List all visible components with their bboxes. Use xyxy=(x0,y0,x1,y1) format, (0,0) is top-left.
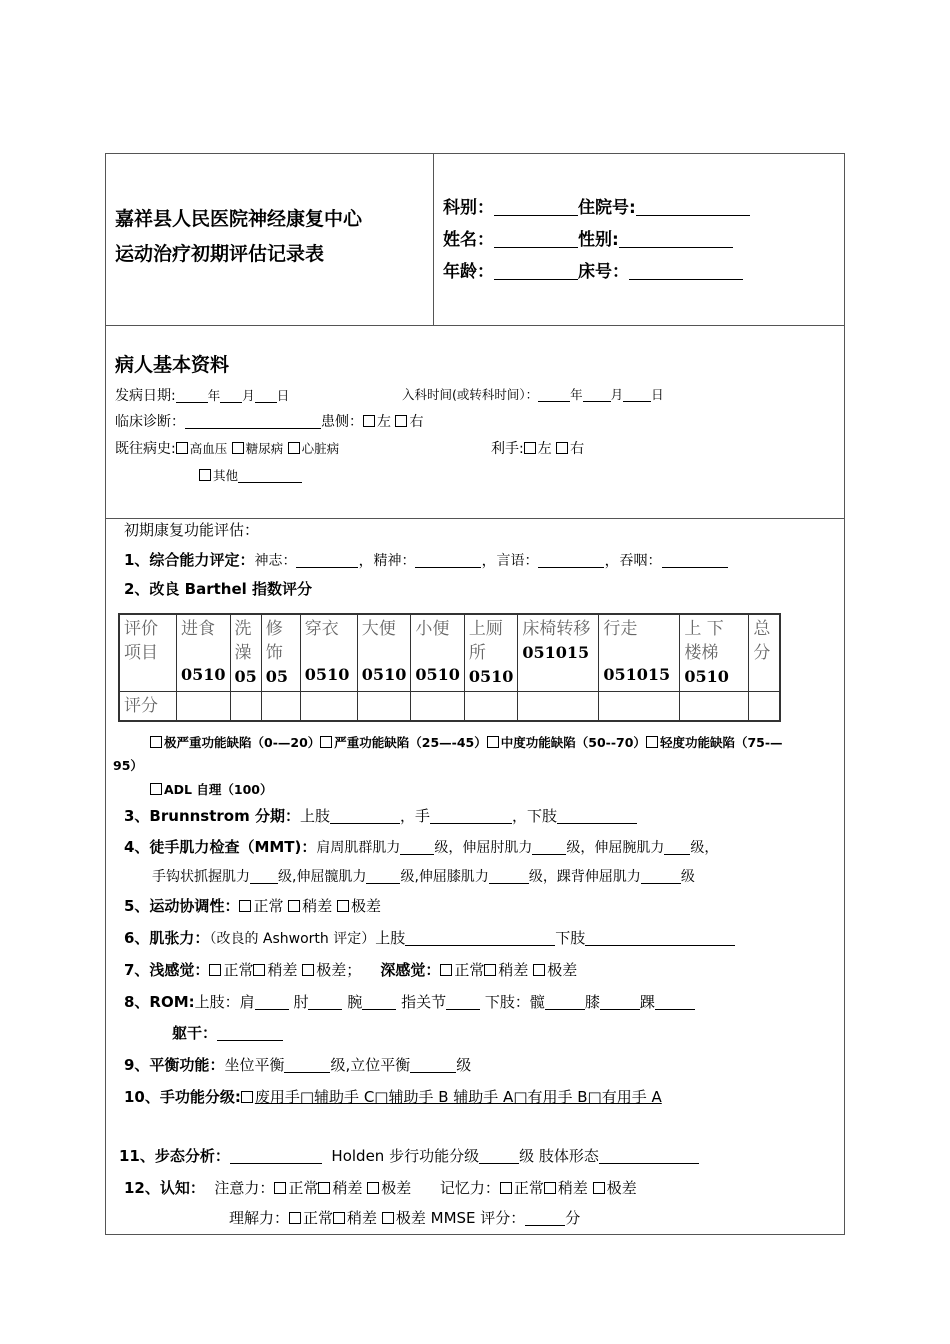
upper-limb-label: 上肢 xyxy=(375,929,406,947)
admit-label: 入科时间(或转科时间）： xyxy=(402,387,539,402)
barthel-header-row xyxy=(119,614,780,692)
affected-left-label: 左 xyxy=(377,414,391,430)
rom-wrist-field[interactable] xyxy=(362,994,396,1010)
mmse-field[interactable] xyxy=(525,1210,565,1226)
deep-normal-checkbox[interactable] xyxy=(440,964,452,976)
holden-field[interactable] xyxy=(479,1148,519,1164)
severity-label: 严重功能缺陷（25—-45） xyxy=(334,735,487,750)
cell-scores: 05 xyxy=(265,667,289,686)
history-label: 既往病史: xyxy=(115,441,176,457)
shallow-poor-checkbox[interactable] xyxy=(302,964,314,976)
score-cell[interactable] xyxy=(599,692,680,722)
onset-day-unit: 日 xyxy=(276,388,290,403)
cell-label: 行走 xyxy=(603,619,638,639)
severity-checkbox[interactable] xyxy=(487,736,499,748)
other-checkbox[interactable] xyxy=(199,469,211,481)
diagnosis-row xyxy=(115,411,423,431)
rom-wrist-label: 腕 xyxy=(347,993,363,1011)
rom-row xyxy=(124,991,695,1012)
elbow-label: 级，伸屈肘肌力 xyxy=(434,840,533,856)
comprehension-label: 理解力： xyxy=(229,1209,290,1227)
mental-field[interactable] xyxy=(415,552,481,568)
rom-shoulder-label: 上肢：肩 xyxy=(194,993,255,1011)
comma: ， xyxy=(481,551,497,569)
cell-label: 评价项目 xyxy=(124,619,158,663)
cognition-row-2 xyxy=(229,1207,580,1228)
handedness-right-checkbox[interactable] xyxy=(556,442,568,454)
brunnstrom-hand-field[interactable] xyxy=(430,808,512,824)
hand-label: 手 xyxy=(415,807,431,825)
barthel-col-toilet xyxy=(464,614,518,692)
severity-row-1 xyxy=(150,733,783,751)
barthel-col-eating xyxy=(177,614,231,692)
swallow-label: 吞咽： xyxy=(619,553,662,569)
eval-heading: 初期康复功能评估： xyxy=(124,521,260,539)
very-poor-label: 极差 xyxy=(351,897,382,915)
speech-field[interactable] xyxy=(538,552,604,568)
grade-end-label: 级 xyxy=(456,1056,472,1074)
ashworth-label: （改良的 Ashworth 评定） xyxy=(209,931,376,947)
shallow-normal-checkbox[interactable] xyxy=(209,964,221,976)
sensation-row: 7、浅感觉： 正常 稍差 极差； 深感觉： 正常 稍差 极差 xyxy=(124,961,578,979)
dept-field[interactable] xyxy=(494,198,578,216)
score-cell[interactable] xyxy=(357,692,411,722)
coordination-row xyxy=(124,895,381,916)
shallow-slight-checkbox[interactable] xyxy=(253,964,265,976)
dept-row xyxy=(443,193,750,218)
knee-label: 级,伸屈膝肌力 xyxy=(400,869,489,885)
coordination-normal-checkbox[interactable] xyxy=(239,900,251,912)
onset-label: 发病日期: xyxy=(115,388,176,404)
hand-function-row xyxy=(124,1086,662,1107)
very-poor-label: 极差 xyxy=(381,1179,412,1197)
name-label: 姓名： xyxy=(443,230,494,250)
cell-scores: 051015 xyxy=(603,665,671,684)
severity-row-1-cont: 95） xyxy=(113,758,143,773)
very-poor-label: 极差 xyxy=(606,1179,637,1197)
normal-label: 正常 xyxy=(253,897,284,915)
severity-row-2 xyxy=(150,780,272,798)
gait-row xyxy=(119,1145,699,1166)
barthel-col-bladder xyxy=(411,614,465,692)
bed-field[interactable] xyxy=(629,262,743,280)
mmt-row-1 xyxy=(124,836,718,857)
comprehension-normal-checkbox[interactable] xyxy=(289,1212,301,1224)
barthel-col-dressing xyxy=(300,614,357,692)
slightly-poor-label: 稍差 xyxy=(498,961,529,979)
name-field[interactable] xyxy=(494,230,578,248)
admit-year-field[interactable] xyxy=(538,387,570,402)
comprehension-poor-checkbox[interactable] xyxy=(382,1212,394,1224)
onset-year-unit: 年 xyxy=(207,388,221,403)
age-row xyxy=(443,257,743,282)
cell-label: 总分 xyxy=(753,619,771,663)
cell-scores: 0510 xyxy=(361,665,407,684)
attention-poor-checkbox[interactable] xyxy=(367,1182,379,1194)
cell-scores: 0510 xyxy=(415,665,460,684)
rom-finger-field[interactable] xyxy=(446,994,480,1010)
admit-month-field[interactable] xyxy=(583,387,611,402)
trunk-label: 躯干： xyxy=(172,1024,218,1042)
rom-knee-field[interactable] xyxy=(600,994,640,1010)
elbow-field[interactable] xyxy=(532,839,566,855)
tone-lower-field[interactable] xyxy=(585,930,735,946)
hip-label: 级,伸屈髋肌力 xyxy=(278,869,367,885)
diabetes-checkbox[interactable] xyxy=(232,442,244,454)
section-divider-1 xyxy=(105,325,845,326)
barthel-col-item xyxy=(119,614,177,692)
knee-field[interactable] xyxy=(489,869,529,884)
gender-label: 性别: xyxy=(578,230,619,250)
cell-scores: 0510 xyxy=(468,667,514,686)
cell-label: 上 下楼梯 xyxy=(684,619,724,663)
comma: ， xyxy=(358,551,374,569)
normal-label: 正常 xyxy=(223,961,254,979)
hook-grip-field[interactable] xyxy=(250,869,278,884)
slightly-poor-label: 稍差 xyxy=(267,961,298,979)
age-label: 年龄： xyxy=(443,262,494,282)
attention-normal-checkbox[interactable] xyxy=(274,1182,286,1194)
score-cell[interactable] xyxy=(230,692,261,722)
attention-slight-checkbox[interactable] xyxy=(318,1182,330,1194)
normal-label: 正常 xyxy=(454,961,485,979)
memory-label: 记忆力： xyxy=(439,1179,500,1197)
cell-label: 穿衣 xyxy=(304,619,339,639)
other-history-row xyxy=(199,466,302,484)
item7-label: 7、浅感觉： xyxy=(124,961,210,979)
score-cell[interactable] xyxy=(411,692,465,722)
cell-scores: 051015 xyxy=(522,643,590,662)
basic-info-heading: 病人基本资料 xyxy=(115,354,230,376)
cell-scores: 0510 xyxy=(181,665,226,684)
severity-label: 轻度功能缺陷（75-— xyxy=(659,735,783,750)
shoulder-field[interactable] xyxy=(400,839,434,855)
sit-balance-label: 坐位平衡 xyxy=(224,1056,285,1074)
grade-end-label: 级 xyxy=(680,869,695,885)
severity-label: 极严重功能缺陷（0-—20） xyxy=(164,735,321,750)
cell-scores: 0510 xyxy=(684,667,729,686)
severity-checkbox[interactable] xyxy=(150,783,162,795)
cell-label: 修饰 xyxy=(265,619,283,663)
handedness-right-label: 右 xyxy=(570,441,585,457)
lower-limb-label: 下肢 xyxy=(555,929,586,947)
severity-checkbox[interactable] xyxy=(150,736,162,748)
handedness-label: 利手: xyxy=(491,441,524,457)
dept-label: 科别： xyxy=(443,198,494,218)
cell-label: 进食 xyxy=(181,619,215,639)
item4-label: 4、徒手肌力检查（MMT)： xyxy=(124,838,317,856)
item6-label: 6、肌张力： xyxy=(124,929,210,947)
barthel-col-walking xyxy=(599,614,680,692)
barthel-table xyxy=(118,613,781,722)
item12-label: 12、认知： xyxy=(124,1179,205,1197)
onset-year-field[interactable] xyxy=(176,388,208,403)
very-poor-label: 极差 xyxy=(316,961,347,979)
normal-label: 正常 xyxy=(513,1179,544,1197)
affected-side-label: 患侧： xyxy=(321,414,363,430)
limb-shape-field[interactable] xyxy=(599,1148,699,1164)
affected-right-label: 右 xyxy=(409,414,424,430)
balance-row xyxy=(124,1054,471,1075)
sit-balance-field[interactable] xyxy=(284,1057,330,1073)
heart-checkbox[interactable] xyxy=(288,442,300,454)
brunnstrom-upper-field[interactable] xyxy=(330,808,400,824)
rom-knee-label: 膝 xyxy=(584,993,600,1011)
form-title-line1: 嘉祥县人民医院神经康复中心 xyxy=(115,208,363,230)
onset-day-field[interactable] xyxy=(255,388,277,403)
slightly-poor-label: 稍差 xyxy=(347,1209,378,1227)
limb-shape-label: 级 肢体形态 xyxy=(519,1147,599,1165)
admit-month-unit: 月 xyxy=(610,387,624,402)
wrist-field[interactable] xyxy=(664,839,690,855)
very-poor-label: 极差 xyxy=(547,961,578,979)
severity-label: 中度功能缺陷（50--70） xyxy=(500,735,646,750)
handedness-row xyxy=(491,438,584,458)
cell-scores: 05 xyxy=(234,667,257,686)
cell-scores: 0510 xyxy=(304,665,350,684)
mmse-label: MMSE 评分： xyxy=(430,1209,526,1227)
admission-no-field[interactable] xyxy=(636,198,750,216)
barthel-heading: 2、改良 Barthel 指数评分 xyxy=(124,580,312,598)
cell-label: 洗澡 xyxy=(234,619,252,663)
barthel-col-stairs xyxy=(680,614,749,692)
hand-levels-label: 废用手□辅助手 C□辅助手 B 辅助手 A□有用手 B□有用手 A xyxy=(254,1088,662,1106)
onset-date-row xyxy=(115,385,289,405)
header-divider xyxy=(433,153,434,325)
lower-limb-label: 下肢 xyxy=(527,807,558,825)
stand-balance-field[interactable] xyxy=(410,1057,456,1073)
coordination-poor-checkbox[interactable] xyxy=(337,900,349,912)
item8-label: 8、ROM: xyxy=(124,993,195,1011)
memory-poor-checkbox[interactable] xyxy=(593,1182,605,1194)
name-row xyxy=(443,225,733,250)
rom-hip-label: 下肢：髋 xyxy=(484,993,545,1011)
hypertension-label: 高血压 xyxy=(189,441,228,456)
muscle-tone-row xyxy=(124,927,735,948)
wrist-label: 级，伸屈腕肌力 xyxy=(566,840,665,856)
deep-poor-checkbox[interactable] xyxy=(533,964,545,976)
stand-balance-label: 级,立位平衡 xyxy=(330,1056,411,1074)
age-field[interactable] xyxy=(494,262,578,280)
memory-normal-checkbox[interactable] xyxy=(500,1182,512,1194)
barthel-score-row xyxy=(119,692,780,722)
hypertension-checkbox[interactable] xyxy=(176,442,188,454)
score-cell[interactable] xyxy=(300,692,357,722)
barthel-col-bowel xyxy=(357,614,411,692)
gender-field[interactable] xyxy=(619,230,733,248)
coordination-slight-checkbox[interactable] xyxy=(288,900,300,912)
heart-label: 心脏病 xyxy=(301,441,340,456)
affected-right-checkbox[interactable] xyxy=(395,415,407,427)
shoulder-label: 肩周肌群肌力 xyxy=(316,840,401,856)
score-cell[interactable] xyxy=(464,692,518,722)
other-field[interactable] xyxy=(238,468,302,483)
hook-grip-label: 手钩状抓握肌力 xyxy=(152,869,250,885)
score-cell[interactable] xyxy=(177,692,231,722)
rom-elbow-field[interactable] xyxy=(308,994,342,1010)
swallow-field[interactable] xyxy=(662,552,728,568)
speech-label: 言语： xyxy=(496,553,539,569)
item5-label: 5、运动协调性： xyxy=(124,897,240,915)
admit-date-row xyxy=(402,385,664,403)
barthel-col-transfer xyxy=(518,614,599,692)
onset-month-field[interactable] xyxy=(220,388,242,403)
comprehensive-row xyxy=(124,549,728,570)
rom-hip-field[interactable] xyxy=(545,994,585,1010)
slightly-poor-label: 稍差 xyxy=(332,1179,363,1197)
admit-day-unit: 日 xyxy=(651,387,664,402)
affected-left-checkbox[interactable] xyxy=(363,415,375,427)
severity-checkbox[interactable] xyxy=(320,736,332,748)
score-cell[interactable] xyxy=(749,692,781,722)
diabetes-label: 糖尿病 xyxy=(245,441,284,456)
barthel-col-grooming xyxy=(261,614,300,692)
item3-label: 3、Brunnstrom 分期： xyxy=(124,807,300,825)
cell-label: 评分 xyxy=(124,696,158,716)
hip-field[interactable] xyxy=(366,869,400,884)
score-cell[interactable] xyxy=(261,692,300,722)
other-label: 其他 xyxy=(213,468,239,483)
consciousness-field[interactable] xyxy=(296,552,358,568)
comprehension-slight-checkbox[interactable] xyxy=(333,1212,345,1224)
deep-slight-checkbox[interactable] xyxy=(484,964,496,976)
ankle-label: 级，踝背伸屈肌力 xyxy=(528,869,641,885)
tone-upper-field[interactable] xyxy=(405,930,555,946)
score-cell[interactable] xyxy=(680,692,749,722)
grade-label: 级， xyxy=(690,840,719,856)
rom-elbow-label: 肘 xyxy=(293,993,309,1011)
consciousness-label: 神志： xyxy=(254,553,297,569)
comma: ， xyxy=(604,551,620,569)
normal-label: 正常 xyxy=(288,1179,319,1197)
diagnosis-label: 临床诊断： xyxy=(115,414,185,430)
cell-label: 小便 xyxy=(415,619,450,639)
score-row-label xyxy=(119,692,177,722)
very-poor-label: 极差 xyxy=(395,1209,426,1227)
rom-shoulder-field[interactable] xyxy=(255,994,289,1010)
brunnstrom-row xyxy=(124,805,637,826)
ankle-field[interactable] xyxy=(641,869,681,884)
item11-label: 11、步态分析： xyxy=(119,1147,230,1165)
cell-label: 床椅转移 xyxy=(522,619,591,639)
diagnosis-field[interactable] xyxy=(185,414,321,429)
comma: ， xyxy=(512,807,528,825)
mental-label: 精神： xyxy=(373,553,416,569)
mmt-row-2 xyxy=(152,866,695,886)
trunk-row xyxy=(172,1022,283,1043)
form-title-line2: 运动治疗初期评估记录表 xyxy=(115,243,325,265)
item10-label: 10、手功能分级: xyxy=(124,1088,241,1106)
deep-sense-label: 深感觉： xyxy=(380,961,441,979)
memory-slight-checkbox[interactable] xyxy=(544,1182,556,1194)
cell-label: 上厕所 xyxy=(468,619,503,663)
rom-ankle-field[interactable] xyxy=(655,994,695,1010)
cognition-row-1 xyxy=(124,1177,637,1198)
gait-field[interactable] xyxy=(230,1148,322,1164)
handedness-left-checkbox[interactable] xyxy=(524,442,536,454)
cell-label: 大便 xyxy=(361,619,396,639)
onset-month-unit: 月 xyxy=(242,388,255,403)
barthel-col-bathing xyxy=(230,614,261,692)
upper-limb-label: 上肢 xyxy=(299,807,330,825)
rom-ankle-label: 踝 xyxy=(639,993,655,1011)
admit-year-unit: 年 xyxy=(570,387,583,402)
rom-finger-label: 指关节 xyxy=(401,993,447,1011)
points-label: 分 xyxy=(565,1209,581,1227)
severity-checkbox[interactable] xyxy=(646,736,658,748)
holden-label: Holden 步行功能分级 xyxy=(331,1147,480,1165)
slightly-poor-label: 稍差 xyxy=(557,1179,588,1197)
attention-label: 注意力： xyxy=(214,1179,275,1197)
score-cell[interactable] xyxy=(518,692,599,722)
admission-no-label: 住院号: xyxy=(578,198,636,218)
item1-label: 1、综合能力评定： xyxy=(124,551,255,569)
barthel-col-total xyxy=(749,614,781,692)
item9-label: 9、平衡功能： xyxy=(124,1056,225,1074)
severity-label: ADL 自理（100） xyxy=(164,782,273,797)
normal-label: 正常 xyxy=(303,1209,334,1227)
handedness-left-label: 左 xyxy=(537,441,552,457)
slightly-poor-label: 稍差 xyxy=(302,897,333,915)
bed-label: 床号： xyxy=(578,262,629,282)
trunk-field[interactable] xyxy=(217,1025,283,1041)
comma: ， xyxy=(399,807,415,825)
hand-level-checkbox[interactable] xyxy=(241,1091,253,1103)
admit-day-field[interactable] xyxy=(623,387,651,402)
brunnstrom-lower-field[interactable] xyxy=(557,808,637,824)
history-row xyxy=(115,438,339,458)
